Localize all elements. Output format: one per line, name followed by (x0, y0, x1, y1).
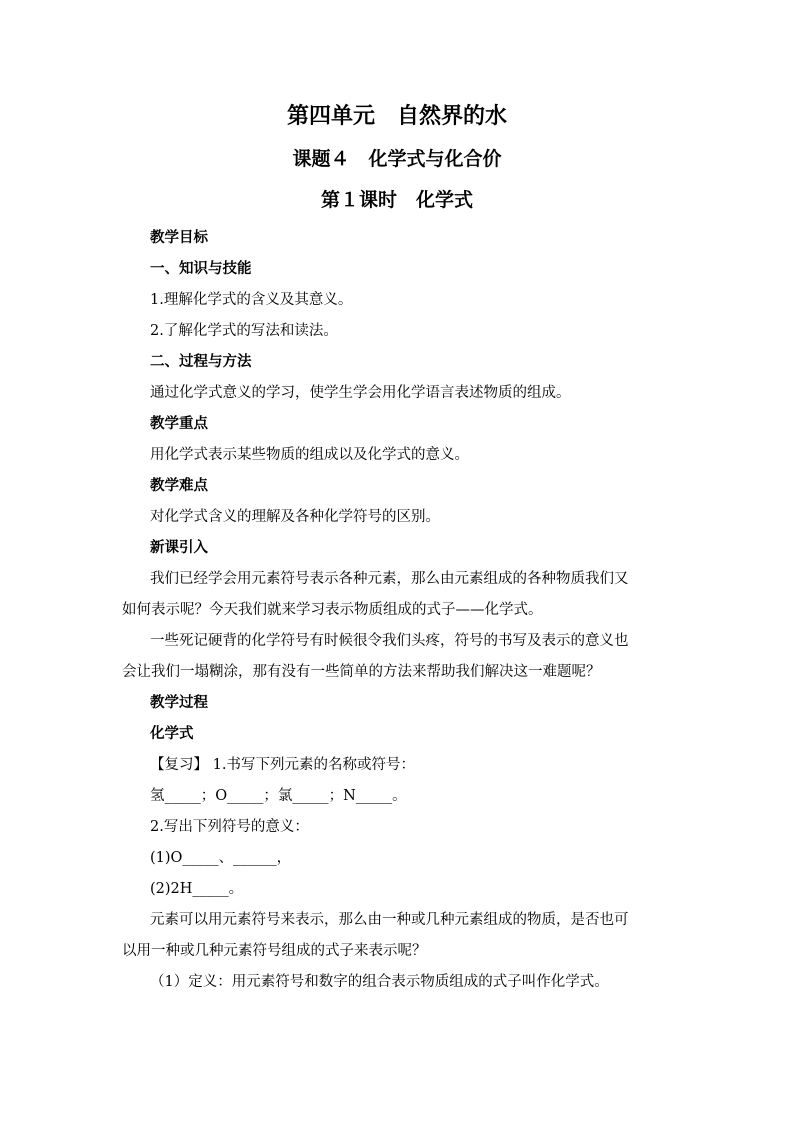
body-paragraph-line-2: 以用一种或几种元素符号组成的式子来表示呢？ (122, 943, 427, 959)
goal-item-2: 2.了解化学式的写法和读法。 (150, 323, 338, 339)
review-blank-2-1: (1)O_____、______， (150, 850, 292, 866)
difficulties-text: 对化学式含义的理解及各种化学符号的区别。 (150, 509, 440, 525)
heading-knowledge-skills: 一、知识与技能 (150, 261, 252, 277)
heading-process-methods: 二、过程与方法 (150, 354, 252, 370)
heading-difficulties: 教学难点 (150, 478, 208, 494)
review-question-1: 【复习】 1.书写下列元素的名称或符号： (150, 757, 415, 773)
heading-introduction: 新课引入 (150, 540, 208, 556)
heading-key-points: 教学重点 (150, 416, 208, 432)
heading-teaching-goals: 教学目标 (150, 230, 208, 246)
review-question-2: 2.写出下列符号的意义： (150, 819, 309, 835)
definition-text: （1）定义：用元素符号和数字的组合表示物质组成的式子叫作化学式。 (150, 974, 609, 990)
lesson-title: 课题４ 化学式与化合价 (292, 148, 502, 170)
unit-title: 第四单元 自然界的水 (286, 104, 507, 129)
intro-paragraph-1-line-1: 我们已经学会用元素符号表示各种元素，那么由元素组成的各种物质我们又 (150, 571, 629, 587)
review-blanks-1: 氢_____；O_____；氯_____；N_____。 (150, 788, 407, 804)
intro-paragraph-2-line-2: 会让我们一塌糊涂，那有没有一些简单的方法来帮助我们解决这一难题呢？ (122, 664, 601, 680)
intro-paragraph-2-line-1: 一些死记硬背的化学符号有时候很令我们头疼，符号的书写及表示的意义也 (150, 633, 629, 649)
goal-item-1: 1.理解化学式的含义及其意义。 (150, 292, 353, 308)
period-title: 第１课时 化学式 (320, 189, 473, 211)
review-blank-2-2: (2)2H_____。 (150, 881, 244, 897)
key-points-text: 用化学式表示某些物质的组成以及化学式的意义。 (150, 447, 469, 463)
body-paragraph-line-1: 元素可以用元素符号来表示，那么由一种或几种元素组成的物质，是否也可 (150, 912, 629, 928)
intro-paragraph-1-line-2: 如何表示呢？今天我们就来学习表示物质组成的式子——化学式。 (122, 602, 543, 618)
heading-chemical-formula: 化学式 (150, 726, 194, 742)
heading-teaching-process: 教学过程 (150, 695, 208, 711)
process-text: 通过化学式意义的学习，使学生学会用化学语言表述物质的组成。 (150, 385, 571, 401)
